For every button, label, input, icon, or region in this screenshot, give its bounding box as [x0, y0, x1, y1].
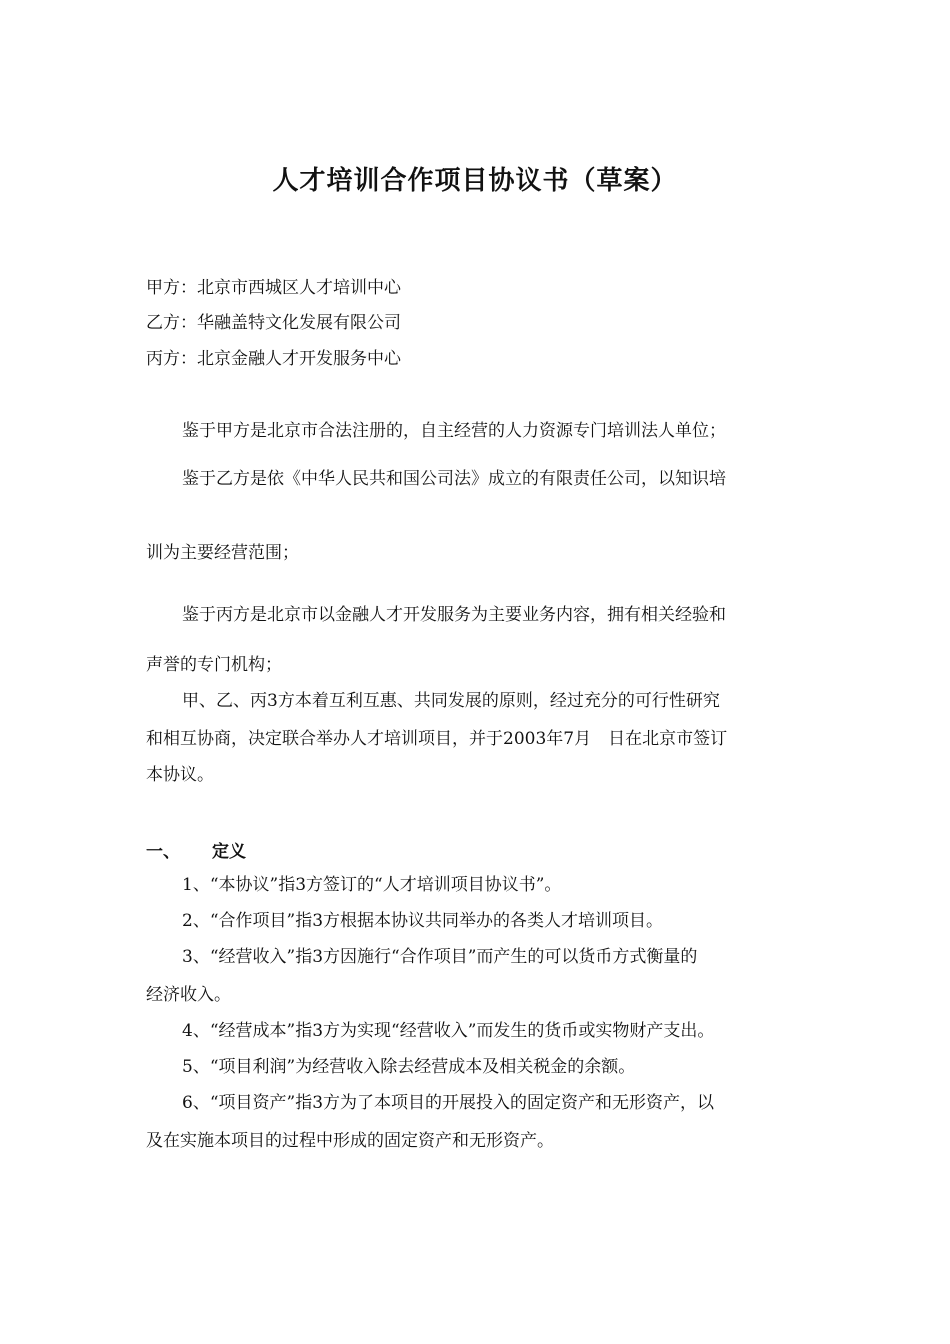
definition-item-continued: 及在实施本项目的过程中形成的固定资产和无形资产。	[146, 1131, 554, 1151]
recital-2-continued: 训为主要经营范围；	[146, 543, 299, 563]
definition-item: 3、“经营收入”指3方因施行“合作项目”而产生的可以货币方式衡量的	[182, 947, 698, 967]
party-a: 甲方：北京市西城区人才培训中心	[146, 278, 401, 298]
recital-4-line-2: 和相互协商，决定联合举办人才培训项目，并于2003年7月 日在北京市签订	[146, 729, 728, 749]
recital-2	[182, 467, 726, 491]
recital-3-continued: 声誉的专门机构；	[146, 655, 282, 675]
recital-2-sans: 《中华人民共和国公司法》成立的有限责任公司，以知识培	[284, 469, 726, 489]
definition-item-continued: 经济收入。	[146, 985, 231, 1005]
recital-1: 鉴于甲方是北京市合法注册的，自主经营的人力资源专门培训法人单位；	[182, 421, 726, 441]
section-1-number: 一、	[146, 842, 180, 862]
definition-item: 4、“经营成本”指3方为实现“经营收入”而发生的货币或实物财产支出。	[182, 1021, 715, 1041]
section-1-heading: 定义	[212, 842, 246, 862]
recital-4-line-1: 甲、乙、丙3方本着互利互惠、共同发展的原则，经过充分的可行性研究	[182, 691, 720, 711]
party-b: 乙方：华融盖特文化发展有限公司	[146, 313, 401, 333]
recital-3-serif: 是北京市以金融人才开发服务为主要业务内容，拥有相关经验和	[250, 605, 726, 625]
recital-2-serif: 鉴于乙方是依	[182, 469, 284, 489]
party-c: 丙方：北京金融人才开发服务中心	[146, 349, 401, 369]
recital-4-line-3: 本协议。	[146, 765, 214, 785]
definition-item: 5、“项目利润”为经营收入除去经营成本及相关税金的余额。	[182, 1057, 636, 1077]
recital-3	[182, 603, 726, 627]
recital-3-sans: 鉴于丙方	[182, 605, 250, 625]
definition-item: 2、“合作项目”指3方根据本协议共同举办的各类人才培训项目。	[182, 911, 664, 931]
definition-item: 1、“本协议”指3方签订的“人才培训项目协议书”。	[182, 875, 562, 895]
document-title: 人才培训合作项目协议书（草案）	[272, 166, 678, 196]
definition-item: 6、“项目资产”指3方为了本项目的开展投入的固定资产和无形资产，以	[182, 1093, 715, 1113]
